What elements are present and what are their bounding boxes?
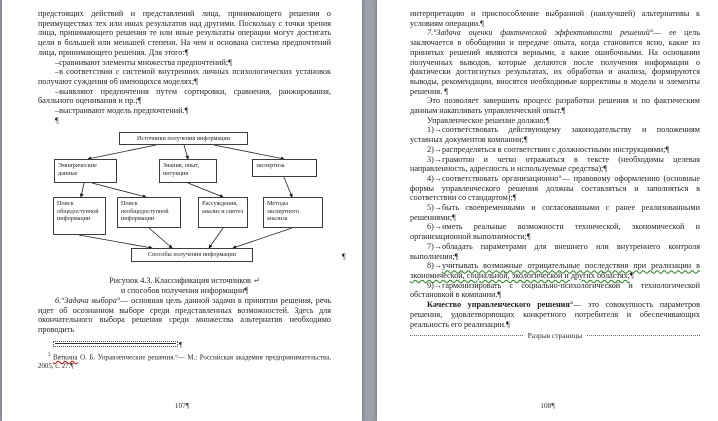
diagram-box-expertise[interactable]: экспертиза [252,159,317,177]
numbered-item-5[interactable]: 5)→быть своевременными и согласованными с ранее реализованными решениями;¶ [410,203,700,222]
quality-definition: — это совокупность параметров решения, удовлетворяющих конкретного потребителя и обеспечивающих реальность его реализации.¶ [410,300,700,329]
task-choice-title: 6.°Задача выбора° [55,295,121,305]
task-effectiveness-title: 7.°Задача оценки фактической эффективности решений° [427,28,654,38]
task-effectiveness-text: — ее цель заключается в обобщении и передаче опыта, когда становится ясно, какие из принятых решений являются верными, а какие ошибочными. На основании полученных выводов, которые делаются после получения информации о фактически достигнутых результатах, их обработки и анализа, формируются выводы, рекомендации, вносятся необходимые коррективы в модели и элементы решения. ¶ [410,28,700,96]
figure-caption [38,276,331,295]
page-number-right: 108¶ [540,401,555,410]
diagram-box-knowledge-intuition[interactable]: Знания, опыт, интуиция [159,159,217,183]
paragraph-decision-must[interactable]: Управленческое решение должно:¶ [427,115,550,125]
footnote-separator-box [53,341,178,347]
list-item-compare[interactable]: –сравнивают элементы множества предпочтений;¶ [55,57,232,67]
page-left-body[interactable] [2,0,362,421]
footnote-number: 3 [48,352,51,358]
paragraph-intro-continuation[interactable]: предстоящих действий и представлений лица, принимающего решения о преимуществах тех или иных результатов над другими. Поскольку с точки зрения лица, принимающего решения те или иные результаты операции могут достигать цели в большей или меньшей степени. На чем и основана система предпочтений лица, принимающего решения. Для этого:¶ [38,9,331,57]
numbered-item-2[interactable]: 2)→распределяться в соответствии с должностными инструкциями;¶ [427,144,670,154]
quality-term: Качество управленческого решения° [427,300,574,310]
paragraph-interpretation[interactable]: интерпретацию и приспособление выбранной (наилучшей) альтернативы к условиям операции.¶ [410,9,700,28]
numbered-item-8-prefix: 8)→ [427,261,443,271]
list-item-attitudes[interactable]: –в соответствии с системой внутренних личных психологических установок получают суждения об имеющихся моделях;¶ [38,67,331,86]
footnote-text: О. Б. Управленческие решения.°— М.: Российская академия предпринимательства, 2005, с. 27.¶ [38,353,331,370]
diagram-box-nonpublic-info-search[interactable]: Поиск необщедоступной информации [117,197,181,228]
numbered-item-1[interactable]: 1)→соответствовать действующему законодательству и положениям уставных документов компании;¶ [410,125,700,145]
page-left[interactable] [2,0,362,421]
numbered-item-8[interactable] [410,261,700,280]
page-break-rule-right [587,335,700,336]
figure-caption-line2: и способов получения информации¶ [120,286,249,296]
diagram-box-public-info-search[interactable]: Поиск общедоступной информации [53,197,106,235]
paragraph-experience[interactable]: Это позволяет завершить процесс разработки решения и по фактическим данным накапливать управленческий опыт.¶ [410,96,700,116]
task-choice-text: — основная цель данной задачи в принятии решения, речь идет об осознанном выборе среди представленных возможностей. Здесь для окончательного выбора решения среди множества альтернатив необходимо проводить [38,295,331,334]
numbered-item-8-mark: ¶ [629,270,634,280]
empty-paragraph-mark: ¶ [55,115,59,125]
numbered-item-3[interactable]: 3)→грамотно и четко отражаться в тексте (необходимы целевая направленность, адресность и используемые средства);¶ [410,154,700,174]
page-break-marker [410,331,700,340]
list-item-sorting[interactable]: –выявляют предпочтения путем сортировки, сравнения, ранжирования, балльного оценивания и пр.;¶ [38,86,331,106]
page-break-label: Разрыв страницы [527,331,583,341]
page-break-rule-left [410,335,523,336]
numbered-item-7[interactable]: 7)→обладать параметрами для внешнего или внутреннего контроля выполнения;¶ [410,241,700,261]
page-right-body[interactable] [377,0,718,421]
figure-4-3-diagram[interactable] [38,128,346,275]
diagram-box-empirical-data[interactable]: Эмпирические данные [54,159,117,183]
page-number-left: 107¶ [174,401,190,410]
footnote-author: Вяткина [53,353,78,361]
diagram-box-expert-methods[interactable]: Методы экспертного анализа [263,197,323,228]
paragraph-quality[interactable] [410,300,700,329]
paragraph-task-choice[interactable] [38,296,331,335]
numbered-item-8-text: учитывать возможные отрицательные последствия при реализации в экономической, социальной, экологической и других областях; [410,261,700,280]
diagram-box-information-methods[interactable]: Способы получения информации [131,248,253,262]
footnote-separator [53,340,331,349]
paragraph-task-effectiveness[interactable] [410,28,700,96]
list-item-model[interactable]: –выстраивают модель предпочтений.¶ [55,106,189,116]
diagram-box-information-sources[interactable]: Источники получения информации [119,132,248,145]
figure-caption-line1: Рисунок 4.3. Классификация источников ↵ [109,276,260,286]
diagram-box-reasoning-analysis[interactable]: Рассуждения, анализ и синтез [198,197,248,228]
diagram-paragraph-mark: ¶ [342,252,346,262]
footnote-citation[interactable] [38,352,331,371]
page-right[interactable] [377,0,718,421]
numbered-item-6[interactable]: 6)→иметь реальные возможности технической, экономической и организационной выполнимости;¶ [410,222,700,242]
numbered-item-4[interactable]: 4)→соответствовать организационно°— правовому оформлению (основные формы управленческого решения должны составляться и заполняться в соответствии со стандартом);¶ [410,173,700,203]
numbered-item-9[interactable]: 9)→гармонизировать с социально-психологической и технологической обстановкой в компании.¶ [410,280,700,300]
footnote-separator-mark: ¶ [179,339,183,349]
